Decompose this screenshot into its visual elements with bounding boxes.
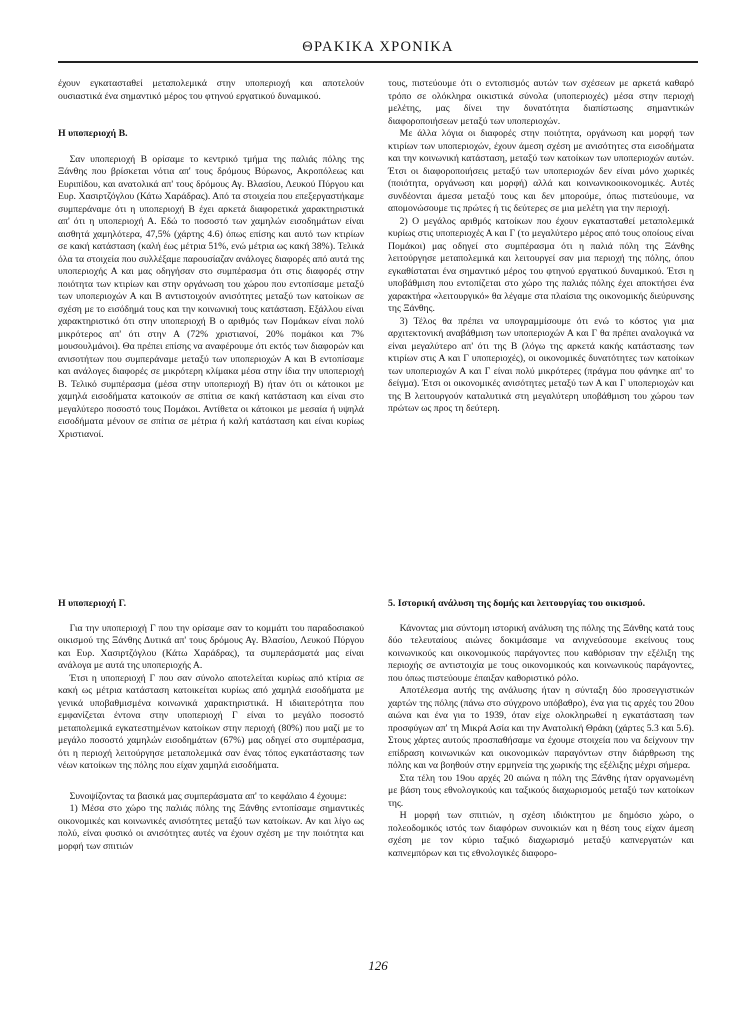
- left-column-bottom: [58, 598, 364, 853]
- paragraph: Κάνοντας μια σύντομη ιστορική ανάλυση της πόλης της Ξάνθης κατά τους δύο τελευταίους αιώνες δοκιμάσαμε να ανιχνεύσουμε εκείνους τους κοινωνικούς και οικονομικούς παράγοντες που καθόρισαν την εξέλιξη της περιοχής σε αντιστοιχία με τους οικονομικούς και κοινωνικούς παράγοντες, που όπως πιστεύουμε έπαιξαν καθοριστικό ρόλο.: [388, 622, 694, 684]
- left-column-top: [58, 78, 364, 441]
- section-heading-5: 5. Ιστορική ανάλυση της δομής και λειτουργίας του οικισμού.: [388, 598, 646, 609]
- header-rule: [58, 61, 698, 63]
- paragraph: Έτσι η υποπεριοχή Γ που σαν σύνολο αποτελείται κυρίως από κτίρια σε κακή ως μέτρια κατάσταση κατοικείται κυρίως από χαμηλά εισοδήματα με γενικά υποβαθμισμένα κοινωνικά χαρακτηριστικά. Η ιδιαιτερότητα που εμφανίζεται έντονα στην υποπεριοχή Γ είναι το μεγάλο ποσοστό μεταπολεμικά εγκατεστημένων κατοίκων στην περιοχή (80%) που μαζί με το μεγάλο ποσοστό χαμηλών εισοδημάτων (67%) μας οδηγεί στο συμπέρασμα, ότι η περιοχή λειτούργησε μεταπολεμικά σαν ένας τόπος εγκατάστασης των νέων κατοίκων της πόλης που είχαν χαμηλά εισοδήματα.: [58, 672, 364, 771]
- right-column-bottom: [388, 598, 694, 860]
- paragraph: τους, πιστεύουμε ότι ο εντοπισμός αυτών των σχέσεων με αρκετά καθαρό τρόπο σε ολόκληρα οικιστικά σύνολα (υποπεριοχές) μέσα στην περιοχή μελέτης, μας δίνει την δυνατότητα διαπίστωσης σημαντικών διαφοροποιήσεων μεταξύ των υποπεριοχών.: [388, 78, 694, 127]
- paragraph: 3) Τέλος θα πρέπει να υπογραμμίσουμε ότι ενώ το κόστος για μια αρχιτεκτονική αναβάθμιση των υποπεριοχών Α και Γ θα πρέπει αναλογικά να είναι μεγαλύτερο απ' ότι της Β (λόγω της αρκετά κακής κατάστασης των κτιρίων στις Α και Γ υποπεριοχές), οι οικονομικές δυνατότητες των κατοίκων των υποπεριοχών Α και Γ είναι πολύ μικρότερες (πράγμα που φάνηκε απ' το δείγμα). Έτσι οι οικονομικές ανισότητες μεταξύ των Α και Γ υποπεριοχών και της Β λειτουργούν καταλυτικά στη μεγαλύτερη υποβάθμιση του χώρου των πρώτων ως προς τη δεύτερη.: [388, 315, 694, 414]
- paragraph: Αποτέλεσμα αυτής της ανάλυσης ήταν η σύνταξη δύο προσεγγιστικών χαρτών της πόλης (πάνω στο σύγχρονο υπόβαθρο), ένα για τις αρχές του 20ου αιώνα και ένα για το 1939, όταν είχε ολοκληρωθεί η εγκατάσταση των προσφύγων απ' τη Μικρά Ασία και την Ανατολική Θράκη (χάρτες 5.3 και 5.6). Στους χάρτες αυτούς προσπαθήσαμε να έχουμε στοιχεία που να δείχνουν την επίδραση κοινωνικών και οικονομικών παραγόντων στην διάρθρωση της πόλης και να βοηθούν στην ερμηνεία της χωρικής της εξέλιξης μέχρι σήμερα.: [388, 685, 694, 771]
- paragraph: Για την υποπεριοχή Γ που την ορίσαμε σαν το κομμάτι του παραδοσιακού οικισμού της Ξάνθης Δυτικά απ' τους δρόμους Αγ. Βλασίου, Λευκού Πύργου και Ευρ. Χασιρτζόγλου (Κάτω Χαράδρας), τα συμπεράσματά μας είναι ανάλογα με αυτά της υποπεριοχής Α.: [58, 622, 364, 671]
- paragraph: Στα τέλη του 19ου αρχές 20 αιώνα η πόλη της Ξάνθης ήταν οργανωμένη με βάση τους εθνολογικούς και ταξικούς διαχωρισμούς μεταξύ των κατοίκων της.: [388, 772, 694, 809]
- section-heading-c: Η υποπεριοχή Γ.: [58, 598, 127, 609]
- paragraph: Συνοψίζοντας τα βασικά μας συμπεράσματα απ' το κεφάλαιο 4 έχουμε:: [69, 790, 347, 802]
- section-heading-b: Η υποπεριοχή Β.: [58, 128, 128, 139]
- right-column-top: [388, 78, 694, 416]
- running-header: ΘΡΑΚΙΚΑ ΧΡΟΝΙΚΑ: [302, 39, 454, 55]
- paragraph: Η μορφή των σπιτιών, η σχέση ιδιόκτητου με δημόσιο χώρο, ο πολεοδομικός ιστός των διαφόρων συνοικιών και η θέση τους είχαν άμεση σχέση με τον κύριο ταξικό διαχωρισμό μεταξύ καπνεργατών και καπνεμπόρων και τις εθνολογικές διαφορο-: [388, 810, 694, 859]
- intro-paragraph: έχουν εγκατασταθεί μεταπολεμικά στην υποπεριοχή και αποτελούν ουσιαστικά ένα σημαντικό μέρος του φτηνού εργατικού δυναμικού.: [58, 78, 364, 102]
- paragraph: 2) Ο μεγάλος αριθμός κατοίκων που έχουν εγκατασταθεί μεταπολεμικά κυρίως στις υποπεριοχές Α και Γ (το μεγαλύτερο μέρος από τους οποίους είναι Πομάκοι) μας οδηγεί στο συμπέρασμα ότι η παλιά πόλη της Ξάνθης λειτούργησε μεταπολεμικά και λειτουργεί σαν μια περιοχή της πόλης, όπου εγκαθίσταται ένα σημαντικό μέρος του φτηνού εργατικού δυναμικού. Έτσι η υποβάθμιση που εντοπίζεται στο χώρο της παλιάς πόλης έχει αποκτήσει ένα χαρακτήρα «λειτουργικό» θα λέγαμε στα πλαίσια της οικονομικής διεύρυνσης της Ξάνθης.: [388, 215, 694, 314]
- paragraph: Με άλλα λόγια οι διαφορές στην ποιότητα, οργάνωση και μορφή των κτιρίων των υποπεριοχών, έχουν άμεση σχέση με ανισότητες στα εισοδήματα και την κοινωνική κατάσταση, μεταξύ των κατοίκων των υποπεριοχών αυτών. Έτσι οι διαφοροποιήσεις μεταξύ των υποπεριοχών δεν είναι μόνο χωρικές (ποιότητα, οργάνωση και μορφή) αλλά και κοινωνικοοικονομικές. Αυτές συνδέονται άμεσα μεταξύ τους και δεν μπορούμε, όπως πιστεύουμε, να απομονώσουμε τις πρώτες ή τις δεύτερες σε μια μελέτη για την περιοχή.: [388, 128, 694, 214]
- page-number: 126: [368, 958, 388, 973]
- paragraph-b: Σαν υποπεριοχή Β ορίσαμε το κεντρικό τμήμα της παλιάς πόλης της Ξάνθης που βρίσκεται νότια απ' τους δρόμους Βύρωνος, Ακροπόλεως και Ευριπίδου, και ανατολικά απ' τους δρόμους Αγ. Βλασίου, Λευκού Πύργου και Ευρ. Χασιρτζόγλου (Κάτω Χαράδρας). Από τα στοιχεία που επεξεργαστήκαμε συμπεράναμε ότι η υποπεριοχή Β έχει αρκετά διαφορετικά χαρακτηριστικά απ' ότι η υποπεριοχή Α. Εδώ το ποσοστό των χαμηλών εισοδημάτων είναι αισθητά χαμηλότερα, 47,5% (χάρτης 4.6) όπως επίσης και αυτό των κτιρίων σε κακή κατάσταση (καλή έως μέτρια 51%, ενώ μέτρια ως κακή 38%). Τελικά όλα τα στοιχεία που συλλέξαμε παρουσίαζαν ανάλογες διαφορές από αυτά της υποπεριοχής Α και μας οδηγήσαν στο συμπέρασμα ότι στις διαφορές στην ποιότητα των κτιρίων και στην οργάνωση του χώρου που εντοπίσαμε μεταξύ των υποπεριοχών Α και Β αντιστοιχούν ανισότητες μεταξύ των κατοίκων σε σχέση με το εισόδημά τους και την κοινωνική τους κατάσταση. Εξάλλου είναι χαρακτηριστικό ότι στην υποπεριοχή Β ο αριθμός των Πομάκων είναι πολύ μικρότερος απ' ότι στην Α (72% χριστιανοί, 20% πομάκοι και 7% μουσουλμάνοι). Θα πρέπει επίσης να αναφέρουμε ότι εκτός των διαφορών και ανισοτήτων που συμπεράναμε μεταξύ των υποπεριοχών Α και Β εντοπίσαμε και ανάλογες διαφορές σε μικρότερη κλίμακα μέσα στην ίδια την υποπεριοχή Β. Τελικό συμπέρασμα (μέσα στην υποπεριοχή Β) ήταν ότι οι κάτοικοι με χαμηλά εισοδήματα κατοικούν σε σπίτια σε κακή κατάσταση και είναι στο μεγαλύτερο ποσοστό τους Πομάκοι. Αντίθετα οι κάτοικοι με μεσαία ή υψηλά εισοδήματα μένουν σε σπίτια σε μέτρια ή καλή κατάσταση και είναι κυρίως Χριστιανοί.: [58, 153, 364, 440]
- paragraph: 1) Μέσα στο χώρο της παλιάς πόλης της Ξάνθης εντοπίσαμε σημαντικές οικονομικές και κοινωνικές ανισότητες μεταξύ των κατοίκων. Αν και λίγο ως πολύ, είναι φυσικό οι ανισότητες αυτές να έχουν σχέση με την ποιότητα και μορφή των σπιτιών: [58, 803, 364, 852]
